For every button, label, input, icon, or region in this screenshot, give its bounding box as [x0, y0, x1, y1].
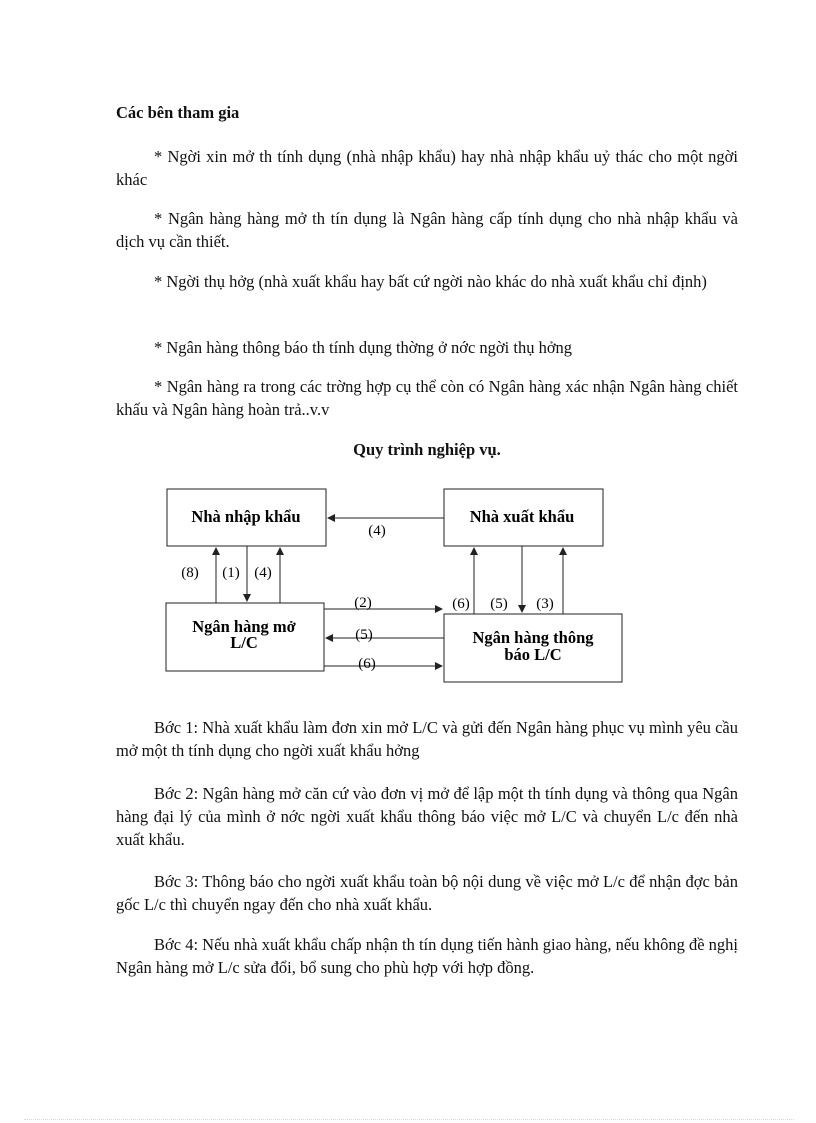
step-2: Bớc 2: Ngân hàng mở căn cứ vào đơn vị mở để lập một th tính dụng và thông qua Ngân hàng đại lý của mình ở nớc ngời xuất khẩu thông báo việc mở L/C và chuyển L/c đến nhà xuất khẩu.: [116, 784, 738, 849]
participant-other-banks: * Ngân hàng ra trong các trờng hợp cụ thể còn có Ngân hàng xác nhận Ngân hàng chiết khấu và Ngân hàng hoàn trả..v.v: [116, 377, 738, 419]
label-top-4: (4): [368, 523, 386, 539]
step-3: Bớc 3: Thông báo cho ngời xuất khẩu toàn bộ nội dung về việc mở L/c để nhận đợc bản gốc L/c thì chuyển ngay đến cho nhà xuất khẩu.: [116, 872, 738, 914]
participant-importer: * Ngời xin mở th tính dụng (nhà nhập khẩu) hay nhà nhập khẩu uỷ thác cho một ngời khác: [116, 147, 738, 189]
issuing-bank-label-line1: Ngân hàng mở: [192, 617, 296, 636]
label-left-1: (1): [222, 565, 240, 581]
participant-advising-bank: * Ngân hàng thông báo th tính dụng thờng ở nớc ngời thụ hởng: [154, 338, 573, 357]
label-right-6: (6): [452, 596, 470, 612]
section-heading: Các bên tham gia: [116, 103, 240, 122]
label-mid-2: (2): [354, 595, 372, 611]
importer-label: Nhà nhập khẩu: [191, 507, 301, 526]
step-4: Bớc 4: Nếu nhà xuất khẩu chấp nhận th tín dụng tiến hành giao hàng, nếu không đề nghị Ngân hàng mở L/c sửa đổi, bổ sung cho phù hợp với hợp đồng.: [116, 935, 738, 977]
advising-bank-label-line1: Ngân hàng thông: [472, 628, 594, 647]
label-left-4: (4): [254, 565, 272, 581]
label-right-3: (3): [536, 596, 554, 612]
process-title: Quy trình nghiệp vụ.: [353, 440, 501, 459]
label-mid-5: (5): [355, 627, 373, 643]
label-right-5: (5): [490, 596, 508, 612]
label-mid-6: (6): [358, 656, 376, 672]
step-1: Bớc 1: Nhà xuất khẩu làm đơn xin mở L/C và gửi đến Ngân hàng phục vụ mình yêu cầu mở một th tính dụng cho ngời xuất khẩu hởng: [116, 718, 738, 760]
label-left-8: (8): [181, 565, 199, 581]
page-bottom-rule: [24, 1119, 794, 1120]
participant-issuing-bank: * Ngân hàng hàng mở th tín dụng là Ngân hàng cấp tính dụng cho nhà nhập khẩu và dịch vụ cần thiết.: [116, 209, 738, 251]
exporter-label: Nhà xuất khẩu: [469, 507, 575, 526]
issuing-bank-label-line2: L/C: [230, 633, 258, 652]
participant-beneficiary: * Ngời thụ hởg (nhà xuất khẩu hay bất cứ ngời nào khác do nhà xuất khẩu chỉ định): [154, 272, 707, 291]
advising-bank-label-line2: báo L/C: [504, 645, 562, 664]
